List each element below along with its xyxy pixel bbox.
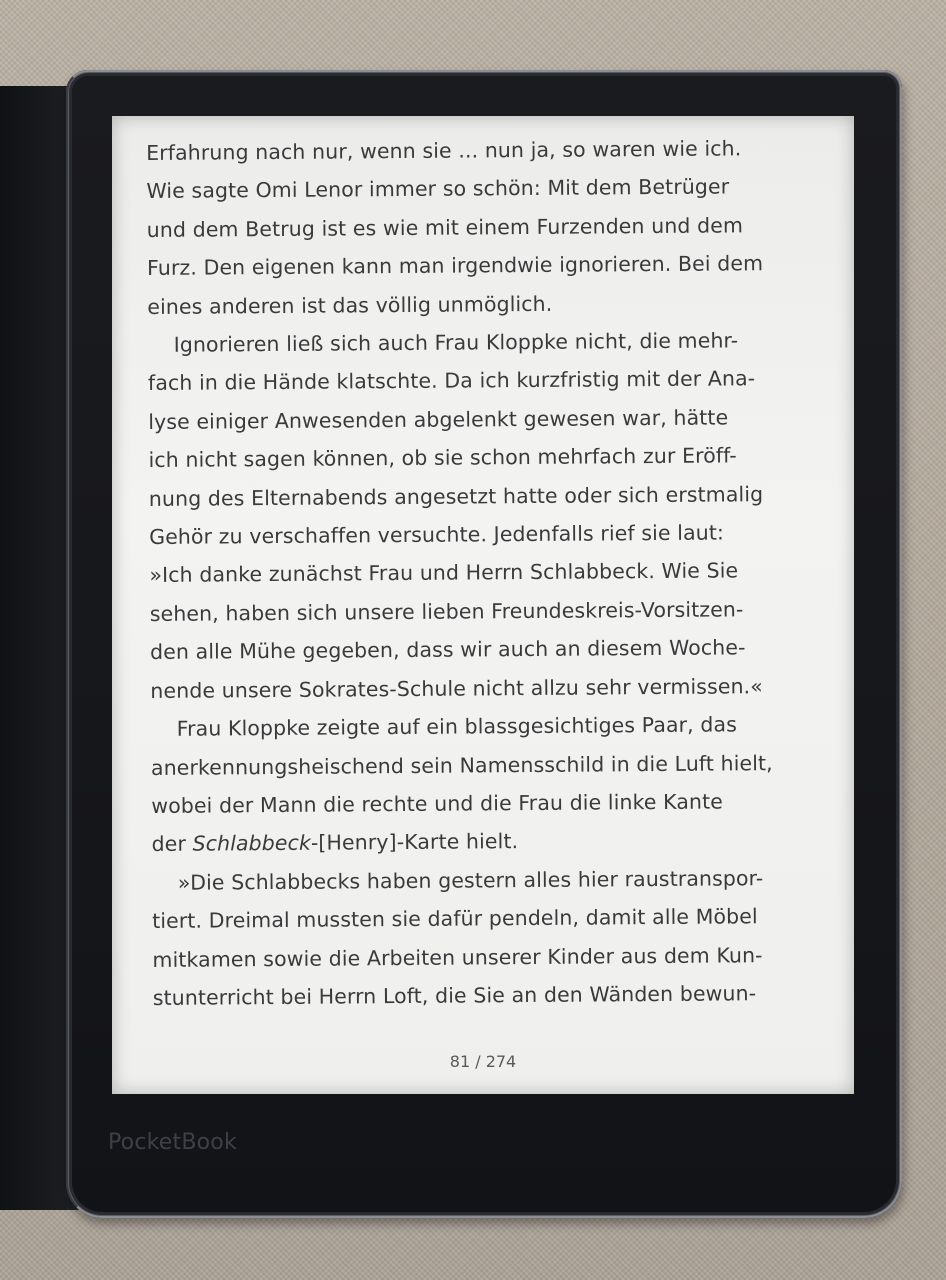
text-line: ich nicht sagen können, ob sie schon mehrfach zur Eröff- [148, 443, 737, 473]
text-line: Ignorieren ließ sich auch Frau Kloppke nicht, die mehr- [173, 328, 739, 357]
text-line: »Ich danke zunächst Frau und Herrn Schlabbeck. Wie Sie [149, 558, 739, 588]
text-line: wobei der Mann die rechte und die Frau die linke Kante [151, 789, 724, 818]
book-page-text [146, 129, 843, 1018]
reader-screen[interactable] [112, 116, 854, 1094]
text-fragment: der [151, 831, 193, 857]
text-line: tiert. Dreimal mussten sie dafür pendeln, damit alle Möbel [152, 904, 758, 934]
text-line: Furz. Den eigenen kann man irgendwie ignorieren. Bei dem [146, 251, 764, 281]
text-line: nung des Elternabends angesetzt hatte oder sich erstmalig [148, 481, 764, 511]
text-line: Gehör zu verschaffen versuchte. Jedenfalls rief sie laut: [149, 520, 725, 550]
text-line: anerkennungsheischend sein Namensschild in die Luft hielt, [150, 750, 773, 780]
italic-name: Schlabbeck [192, 831, 311, 856]
text-line-with-italic [151, 820, 841, 864]
text-line: sehen, haben sich unsere lieben Freundeskreis-Vorsitzen- [149, 597, 744, 626]
page-number: 81 / 274 [449, 1052, 517, 1071]
text-line: Erfahrung nach nur, wenn sie ... nun ja, so waren wie ich. [146, 136, 742, 165]
text-line: mitkamen sowie die Arbeiten unserer Kinder aus dem Kun- [152, 942, 763, 972]
text-line: den alle Mühe gegeben, dass wir auch an diesem Woche- [149, 635, 746, 665]
text-line: eines anderen ist das völlig unmöglich. [147, 291, 553, 319]
text-line: und dem Betrug ist es wie mit einem Furzenden und dem [146, 213, 744, 242]
brand-logo: PocketBook [108, 1130, 237, 1155]
text-line: Frau Kloppke zeigte auf ein blassgesichtiges Paar, das [176, 712, 738, 741]
text-line: fach in die Hände klatschte. Da ich kurzfristig mit der Ana- [147, 366, 756, 396]
text-line: stunterricht bei Herrn Loft, die Sie an den Wänden bewun- [152, 981, 757, 1010]
text-line: nende unsere Sokrates-Schule nicht allzu sehr vermissen.« [150, 673, 763, 703]
text-fragment: -[Henry]-Karte hielt. [310, 829, 519, 856]
text-line: Wie sagte Omi Lenor immer so schön: Mit dem Betrüger [146, 174, 730, 204]
text-line: lyse einiger Anwesenden abgelenkt gewesen war, hätte [148, 405, 729, 434]
text-line: »Die Schlabbecks haben gestern alles hier raustranspor- [177, 865, 764, 895]
ereader-device [66, 70, 902, 1218]
